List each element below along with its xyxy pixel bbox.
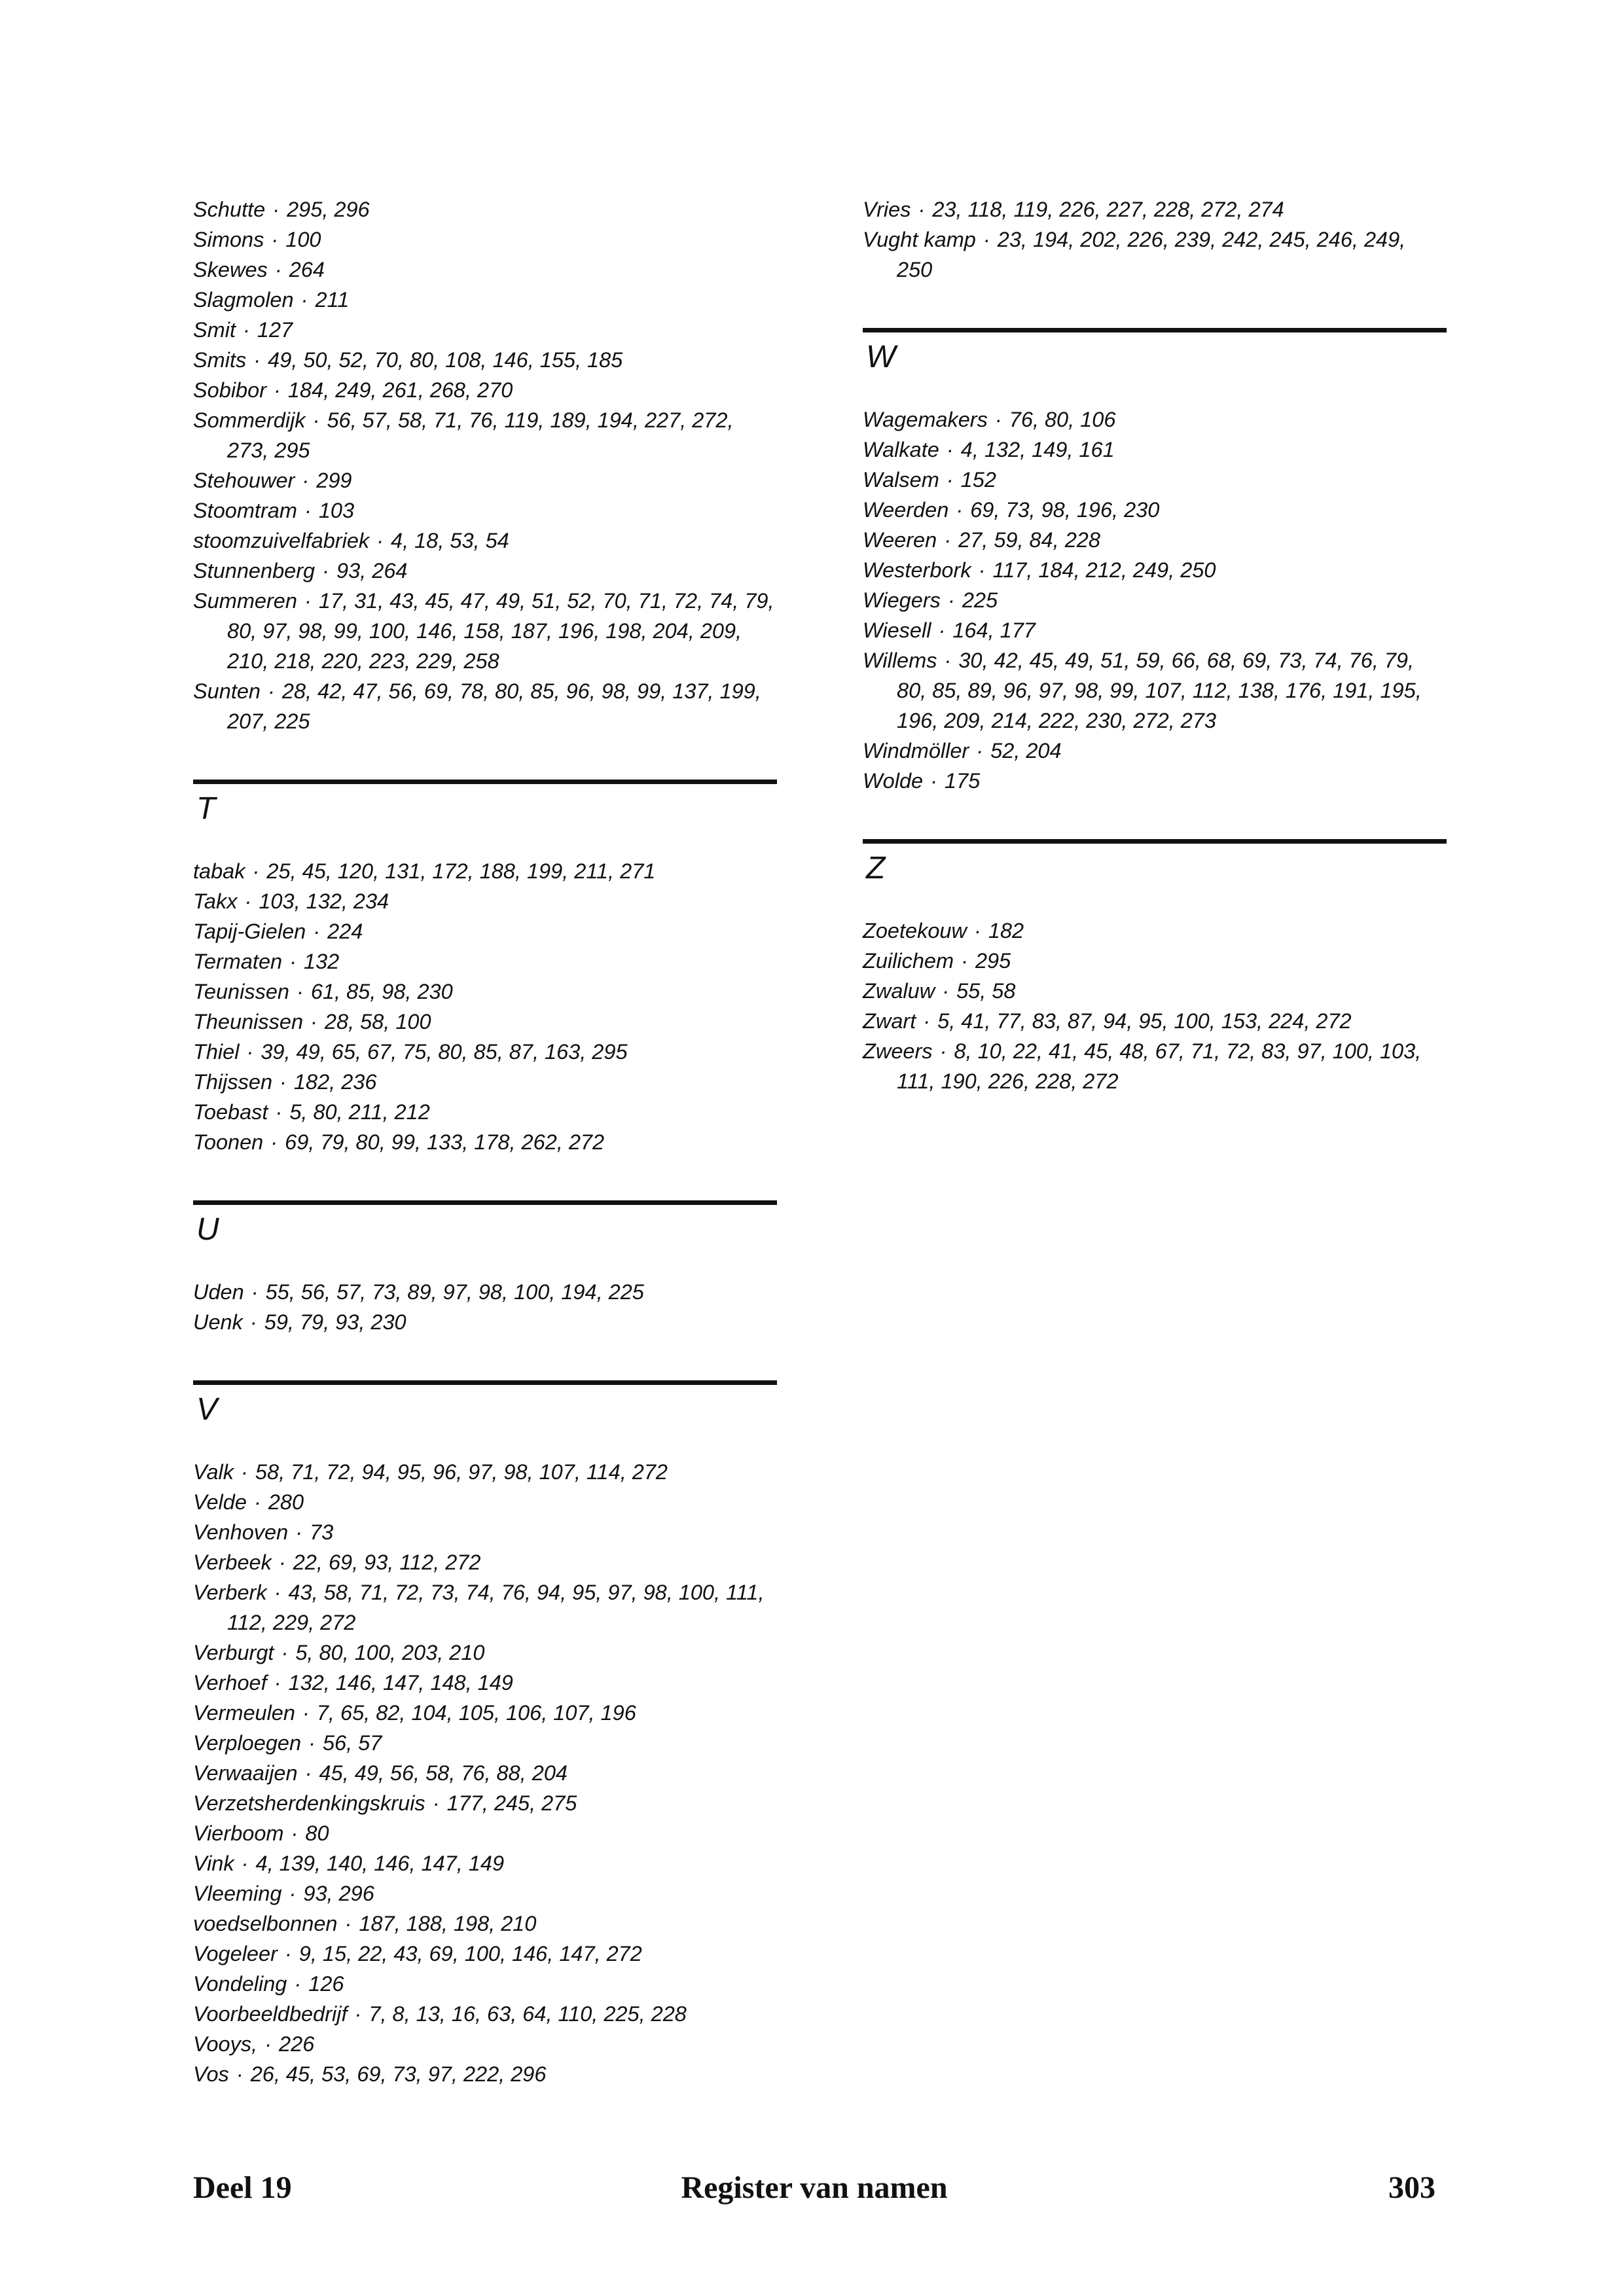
entry-name: Wiesell: [863, 619, 931, 642]
entry-separator: ·: [244, 1310, 263, 1334]
entry-name: Smits: [193, 348, 247, 372]
entry-name: Thijssen: [193, 1070, 273, 1094]
section-letter-heading: U: [196, 1212, 219, 1247]
entry-pages: 55, 58: [956, 979, 1016, 1003]
index-entry: [193, 1728, 777, 1758]
entry-pages: 58, 71, 72, 94, 95, 96, 97, 98, 107, 114, 272: [255, 1460, 668, 1484]
entry-pages: 295, 296: [287, 198, 370, 221]
index-entry: [193, 856, 777, 886]
index-entry: [193, 526, 777, 556]
entry-name: Verhoef: [193, 1671, 267, 1695]
entry-separator: ·: [296, 1701, 316, 1725]
entry-separator: ·: [285, 1821, 304, 1845]
entry-separator: ·: [924, 769, 944, 793]
entry-separator: ·: [955, 949, 974, 973]
entry-name: Tapij-Gielen: [193, 920, 306, 943]
entry-pages: 28, 42, 47, 56, 69, 78, 80, 85, 96, 98, 99, 137, 199, 207, 225: [227, 679, 761, 733]
index-entry: [193, 345, 777, 375]
entry-pages: 23, 194, 202, 226, 239, 242, 245, 246, 249, 250: [897, 228, 1406, 281]
entry-name: Termaten: [193, 950, 283, 973]
entry-separator: ·: [262, 679, 281, 703]
entry-pages: 280: [268, 1490, 304, 1514]
index-entry: [193, 1457, 777, 1487]
index-entry: [863, 946, 1447, 976]
entry-separator: ·: [307, 920, 327, 943]
entry-separator: ·: [238, 889, 258, 913]
index-entry: [193, 2029, 777, 2059]
index-entry: [863, 916, 1447, 946]
section-letter-heading: W: [866, 340, 896, 374]
entry-name: Walkate: [863, 438, 939, 461]
entry-pages: 55, 56, 57, 73, 89, 97, 98, 100, 194, 225: [265, 1280, 644, 1304]
entry-pages: 177, 245, 275: [446, 1791, 577, 1815]
index-entry: [193, 916, 777, 946]
entry-pages: 39, 49, 65, 67, 75, 80, 85, 87, 163, 295: [261, 1040, 628, 1064]
entry-name: Vleeming: [193, 1882, 282, 1905]
entry-separator: ·: [298, 499, 317, 522]
entry-pages: 175: [945, 769, 981, 793]
entry-separator: ·: [264, 1130, 284, 1154]
entry-separator: ·: [426, 1791, 446, 1815]
entry-pages: 132, 146, 147, 148, 149: [288, 1671, 513, 1695]
index-entry: [193, 495, 777, 526]
section-divider: [863, 328, 1447, 332]
entry-name: Smit: [193, 318, 236, 342]
index-entry: [193, 194, 777, 224]
index-entry: [863, 585, 1447, 615]
entry-name: Uden: [193, 1280, 244, 1304]
entry-name: Vondeling: [193, 1972, 287, 1996]
entry-separator: ·: [938, 528, 958, 552]
entry-separator: ·: [940, 438, 960, 461]
index-entry: [193, 1969, 777, 1999]
entry-pages: 164, 177: [952, 619, 1036, 642]
entry-separator: ·: [268, 378, 287, 402]
index-entry: [193, 405, 777, 465]
entry-separator: ·: [240, 1040, 260, 1064]
entry-pages: 69, 79, 80, 99, 133, 178, 262, 272: [285, 1130, 605, 1154]
entry-separator: ·: [295, 288, 314, 312]
index-entry: [193, 1939, 777, 1969]
entry-pages: 76, 80, 106: [1009, 408, 1116, 431]
entry-separator: ·: [972, 558, 992, 582]
section-divider: [193, 780, 777, 784]
entry-pages: 59, 79, 93, 230: [264, 1310, 406, 1334]
entry-name: Windmöller: [863, 739, 969, 762]
entry-pages: 152: [960, 468, 996, 492]
entry-separator: ·: [316, 559, 336, 583]
entry-pages: 69, 73, 98, 196, 230: [970, 498, 1160, 522]
entry-separator: ·: [247, 348, 267, 372]
index-column-left: [193, 194, 777, 2089]
entry-separator: ·: [933, 1039, 953, 1063]
entry-separator: ·: [269, 1100, 289, 1124]
entry-name: Theunissen: [193, 1010, 304, 1033]
entry-separator: ·: [977, 228, 996, 251]
index-entry: [863, 194, 1447, 224]
entry-pages: 43, 58, 71, 72, 73, 74, 76, 94, 95, 97, 98, 100, 111, 112, 229, 272: [227, 1581, 765, 1634]
index-entry: [193, 1909, 777, 1939]
entry-pages: 9, 15, 22, 43, 69, 100, 146, 147, 272: [298, 1942, 642, 1965]
entry-pages: 299: [316, 469, 352, 492]
index-entry: [863, 615, 1447, 645]
entry-pages: 23, 118, 119, 226, 227, 228, 272, 274: [932, 198, 1284, 221]
entry-separator: ·: [290, 980, 310, 1003]
footer-page-number: 303: [1388, 2170, 1435, 2205]
section-divider: [193, 1200, 777, 1205]
entry-name: Skewes: [193, 258, 268, 281]
entry-name: Vos: [193, 2062, 229, 2086]
index-entry: [193, 556, 777, 586]
entry-name: Vught kamp: [863, 228, 976, 251]
index-entry: [193, 1818, 777, 1848]
index-entry: [193, 375, 777, 405]
entry-pages: 117, 184, 212, 249, 250: [992, 558, 1216, 582]
entry-name: Vermeulen: [193, 1701, 295, 1725]
entry-pages: 100: [285, 228, 321, 251]
entry-pages: 5, 41, 77, 83, 87, 94, 95, 100, 153, 224, 272: [937, 1009, 1352, 1033]
index-entry: [863, 404, 1447, 435]
entry-name: Stoomtram: [193, 499, 297, 522]
index-entry: [193, 255, 777, 285]
entry-separator: ·: [932, 619, 952, 642]
entry-name: Wagemakers: [863, 408, 988, 431]
entry-pages: 5, 80, 211, 212: [289, 1100, 430, 1124]
section-letter-heading: Z: [866, 851, 886, 886]
entry-separator: ·: [912, 198, 931, 221]
entry-name: Verbeek: [193, 1551, 272, 1574]
index-entry: [193, 1007, 777, 1037]
entry-pages: 17, 31, 43, 45, 47, 49, 51, 52, 70, 71, 72, 74, 79, 80, 97, 98, 99, 100, 146, 158, 187, 196, 198, 204, 209, 210, 218, 220, 223, 229, 258: [227, 589, 774, 673]
entry-pages: 182: [988, 919, 1024, 942]
entry-separator: ·: [247, 1490, 267, 1514]
entry-separator: ·: [275, 1641, 295, 1664]
index-entry: [863, 1006, 1447, 1036]
entry-pages: 132: [303, 950, 340, 973]
entry-name: Stunnenberg: [193, 559, 316, 583]
entry-separator: ·: [278, 1942, 298, 1965]
entry-separator: ·: [304, 1010, 323, 1033]
index-entry: [193, 1127, 777, 1157]
index-entry: [193, 465, 777, 495]
index-entry: [193, 2059, 777, 2089]
entry-name: voedselbonnen: [193, 1912, 338, 1935]
index-entry: [863, 555, 1447, 585]
entry-pages: 4, 18, 53, 54: [391, 529, 509, 552]
index-entry: [193, 1668, 777, 1698]
entry-name: Slagmolen: [193, 288, 294, 312]
entry-pages: 5, 80, 100, 203, 210: [295, 1641, 485, 1664]
entry-pages: 56, 57: [322, 1731, 382, 1755]
entry-name: Vooys,: [193, 2032, 258, 2056]
entry-separator: ·: [268, 1581, 287, 1604]
index-entry: [863, 465, 1447, 495]
entry-separator: ·: [245, 1280, 264, 1304]
entry-name: Velde: [193, 1490, 247, 1514]
index-entry: [193, 1848, 777, 1878]
index-entry: [863, 736, 1447, 766]
entry-name: Simons: [193, 228, 264, 251]
entry-pages: 182, 236: [293, 1070, 377, 1094]
index-column-right: [863, 194, 1447, 1096]
entry-separator: ·: [268, 258, 288, 281]
entry-pages: 52, 204: [990, 739, 1062, 762]
entry-name: Wolde: [863, 769, 924, 793]
entry-name: Vierboom: [193, 1821, 284, 1845]
entry-separator: ·: [950, 498, 969, 522]
entry-name: Toebast: [193, 1100, 268, 1124]
index-entry: [193, 886, 777, 916]
entry-separator: ·: [988, 408, 1008, 431]
entry-separator: ·: [259, 2032, 278, 2056]
entry-pages: 30, 42, 45, 49, 51, 59, 66, 68, 69, 73, 74, 76, 79, 80, 85, 89, 96, 97, 98, 99, 107, 112, 138, 176, 191, 195, 196, 209, 214, 222, 230, 272, 273: [897, 649, 1422, 732]
entry-pages: 187, 188, 198, 210: [359, 1912, 537, 1935]
entry-name: Zwart: [863, 1009, 916, 1033]
entry-name: Takx: [193, 889, 238, 913]
entry-separator: ·: [298, 589, 317, 613]
entry-separator: ·: [272, 1551, 292, 1574]
entry-pages: 73: [310, 1520, 334, 1544]
entry-pages: 4, 139, 140, 146, 147, 149: [255, 1852, 505, 1875]
entry-name: Venhoven: [193, 1520, 289, 1544]
entry-separator: ·: [274, 1070, 293, 1094]
section-divider: [193, 1380, 777, 1385]
entry-pages: 264: [289, 258, 325, 281]
entry-pages: 49, 50, 52, 70, 80, 108, 146, 155, 185: [268, 348, 623, 372]
entry-separator: ·: [938, 649, 958, 672]
entry-pages: 4, 132, 149, 161: [960, 438, 1115, 461]
index-entry: [863, 224, 1447, 285]
entry-pages: 93, 264: [336, 559, 408, 583]
index-entry: [863, 1036, 1447, 1096]
index-entry: [863, 525, 1447, 555]
entry-pages: 184, 249, 261, 268, 270: [287, 378, 513, 402]
entry-separator: ·: [283, 950, 302, 973]
entry-name: Sommerdijk: [193, 408, 306, 432]
index-entry: [193, 1788, 777, 1818]
entry-separator: ·: [289, 1520, 309, 1544]
entry-separator: ·: [235, 1460, 254, 1484]
entry-name: Toonen: [193, 1130, 264, 1154]
entry-pages: 22, 69, 93, 112, 272: [293, 1551, 481, 1574]
footer-title: Register van namen: [681, 2170, 948, 2205]
section-letter-heading: V: [196, 1392, 218, 1427]
section-letter-heading: T: [196, 791, 216, 826]
entry-pages: 8, 10, 22, 41, 45, 48, 67, 71, 72, 83, 97, 100, 103, 111, 190, 226, 228, 272: [897, 1039, 1422, 1093]
index-entry: [193, 1307, 777, 1337]
entry-separator: ·: [941, 588, 961, 612]
index-entry: [193, 946, 777, 977]
entry-name: Vries: [863, 198, 911, 221]
entry-pages: 7, 8, 13, 16, 63, 64, 110, 225, 228: [369, 2002, 687, 2026]
entry-name: Zwaluw: [863, 979, 935, 1003]
entry-pages: 26, 45, 53, 69, 73, 97, 222, 296: [250, 2062, 547, 2086]
entry-name: Summeren: [193, 589, 297, 613]
entry-separator: ·: [230, 2062, 249, 2086]
index-entry: [863, 976, 1447, 1006]
entry-separator: ·: [970, 739, 990, 762]
index-entry: [193, 1277, 777, 1307]
entry-separator: ·: [370, 529, 390, 552]
entry-name: Zoetekouw: [863, 919, 967, 942]
entry-pages: 27, 59, 84, 228: [958, 528, 1100, 552]
entry-pages: 126: [308, 1972, 344, 1996]
entry-name: Verzetsherdenkingskruis: [193, 1791, 425, 1815]
entry-name: Zuilichem: [863, 949, 954, 973]
entry-pages: 103, 132, 234: [259, 889, 389, 913]
entry-name: Voorbeeldbedrijf: [193, 2002, 348, 2026]
entry-separator: ·: [265, 228, 285, 251]
index-entry: [193, 1638, 777, 1668]
entry-pages: 93, 296: [303, 1882, 374, 1905]
entry-name: Valk: [193, 1460, 234, 1484]
entry-name: Walsem: [863, 468, 939, 492]
index-entry: [193, 1758, 777, 1788]
entry-name: Vogeleer: [193, 1942, 278, 1965]
entry-separator: ·: [237, 318, 256, 342]
index-entry: [193, 1878, 777, 1909]
index-entry: [193, 1547, 777, 1577]
index-entry: [193, 1487, 777, 1517]
index-entry: [193, 315, 777, 345]
index-entry: [193, 676, 777, 736]
entry-name: Sobibor: [193, 378, 267, 402]
entry-name: Schutte: [193, 198, 266, 221]
entry-name: Thiel: [193, 1040, 240, 1064]
page-footer: [193, 2170, 1435, 2209]
entry-name: Verploegen: [193, 1731, 302, 1755]
entry-name: Verberk: [193, 1581, 267, 1604]
index-entry: [193, 1517, 777, 1547]
entry-pages: 225: [962, 588, 998, 612]
entry-separator: ·: [266, 198, 286, 221]
entry-name: Weerden: [863, 498, 949, 522]
index-entry: [863, 435, 1447, 465]
entry-separator: ·: [940, 468, 960, 492]
entry-separator: ·: [246, 859, 266, 883]
index-entry: [193, 1067, 777, 1097]
entry-name: Stehouwer: [193, 469, 295, 492]
entry-name: Willems: [863, 649, 937, 672]
entry-pages: 211: [315, 288, 350, 312]
entry-pages: 28, 58, 100: [324, 1010, 431, 1033]
entry-name: Weeren: [863, 528, 937, 552]
section-divider: [863, 839, 1447, 844]
index-entry: [863, 495, 1447, 525]
footer-volume: Deel 19: [193, 2170, 292, 2205]
entry-name: Wiegers: [863, 588, 941, 612]
entry-pages: 224: [327, 920, 363, 943]
index-entry: [193, 224, 777, 255]
entry-pages: 103: [318, 499, 355, 522]
entry-name: Sunten: [193, 679, 261, 703]
entry-name: Teunissen: [193, 980, 289, 1003]
entry-pages: 45, 49, 56, 58, 76, 88, 204: [319, 1761, 568, 1785]
entry-separator: ·: [283, 1882, 302, 1905]
entry-pages: 25, 45, 120, 131, 172, 188, 199, 211, 271: [266, 859, 656, 883]
entry-separator: ·: [967, 919, 987, 942]
entry-name: Verburgt: [193, 1641, 274, 1664]
entry-pages: 80: [305, 1821, 329, 1845]
entry-pages: 226: [279, 2032, 315, 2056]
entry-name: stoomzuivelfabriek: [193, 529, 370, 552]
index-entry: [193, 1698, 777, 1728]
entry-separator: ·: [302, 1731, 321, 1755]
entry-pages: 56, 57, 58, 71, 76, 119, 189, 194, 227, 272, 273, 295: [227, 408, 734, 462]
index-entry: [193, 285, 777, 315]
entry-name: Uenk: [193, 1310, 243, 1334]
index-entry: [193, 977, 777, 1007]
entry-name: Verwaaijen: [193, 1761, 298, 1785]
entry-name: Westerbork: [863, 558, 971, 582]
entry-separator: ·: [306, 408, 326, 432]
entry-separator: ·: [268, 1671, 287, 1695]
index-entry: [193, 1577, 777, 1638]
index-entry: [193, 1097, 777, 1127]
entry-separator: ·: [338, 1912, 358, 1935]
entry-separator: ·: [235, 1852, 255, 1875]
entry-separator: ·: [296, 469, 316, 492]
entry-pages: 295: [975, 949, 1011, 973]
entry-separator: ·: [917, 1009, 937, 1033]
index-entry: [193, 586, 777, 676]
index-entry: [193, 1999, 777, 2029]
entry-separator: ·: [936, 979, 956, 1003]
index-entry: [863, 645, 1447, 736]
entry-pages: 61, 85, 98, 230: [310, 980, 453, 1003]
entry-name: Vink: [193, 1852, 234, 1875]
entry-name: tabak: [193, 859, 245, 883]
entry-name: Zweers: [863, 1039, 933, 1063]
entry-pages: 127: [257, 318, 293, 342]
entry-pages: 7, 65, 82, 104, 105, 106, 107, 196: [316, 1701, 636, 1725]
entry-separator: ·: [348, 2002, 368, 2026]
index-entry: [193, 1037, 777, 1067]
entry-separator: ·: [298, 1761, 318, 1785]
entry-separator: ·: [288, 1972, 308, 1996]
index-entry: [863, 766, 1447, 796]
